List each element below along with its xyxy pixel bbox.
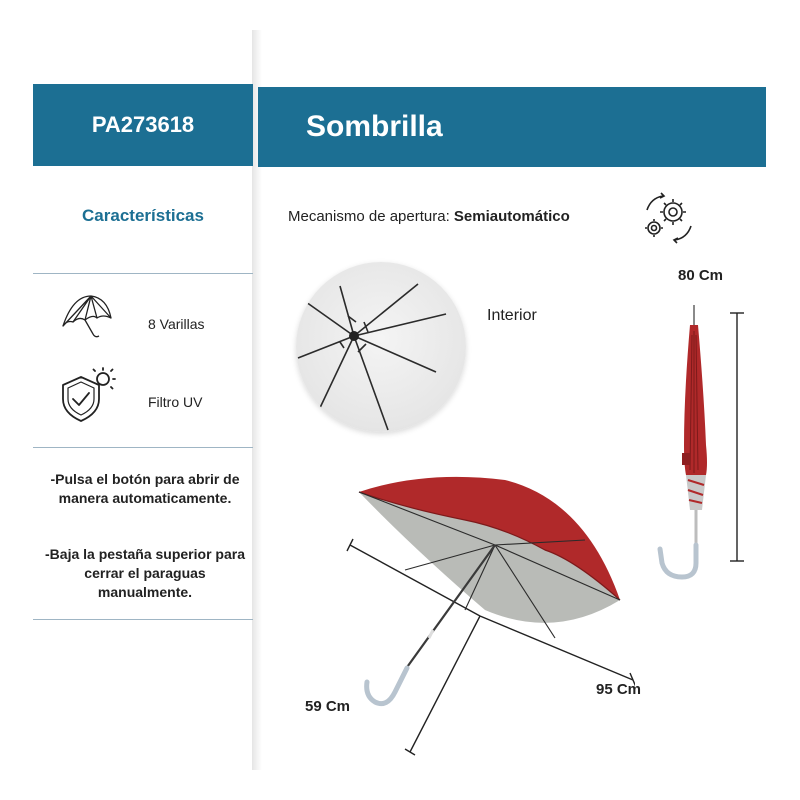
interior-photo	[296, 262, 466, 432]
note-open: -Pulsa el botón para abrir de manera automaticamente.	[50, 471, 240, 506]
closed-length-label: 80 Cm	[678, 267, 724, 284]
open-umbrella-image	[345, 470, 635, 760]
mechanism-label: Mecanismo de apertura:	[288, 208, 450, 225]
divider	[33, 447, 253, 448]
divider	[33, 619, 253, 620]
height-label: 59 Cm	[305, 698, 351, 715]
sku-code: PA273618	[91, 112, 195, 137]
feature-label-uv: Filtro UV	[148, 394, 203, 410]
feature-label-ribs: 8 Varillas	[148, 316, 205, 332]
divider	[33, 273, 253, 274]
gears-cycle-icon	[637, 192, 699, 244]
note-close: -Baja la pestaña superior para cerrar el paraguas manualmente.	[45, 546, 245, 600]
umbrella-ribs-icon	[55, 290, 115, 340]
uv-shield-icon	[55, 365, 125, 425]
page-title: Sombrilla	[306, 110, 443, 143]
closed-umbrella-image	[640, 305, 750, 585]
mechanism-line	[288, 208, 570, 225]
width-label: 95 Cm	[596, 681, 642, 698]
sku-bar	[33, 84, 253, 166]
mechanism-value: Semiautomático	[453, 208, 570, 225]
title-bar	[258, 87, 766, 167]
features-heading: Características	[82, 206, 204, 225]
interior-label: Interior	[487, 307, 537, 324]
